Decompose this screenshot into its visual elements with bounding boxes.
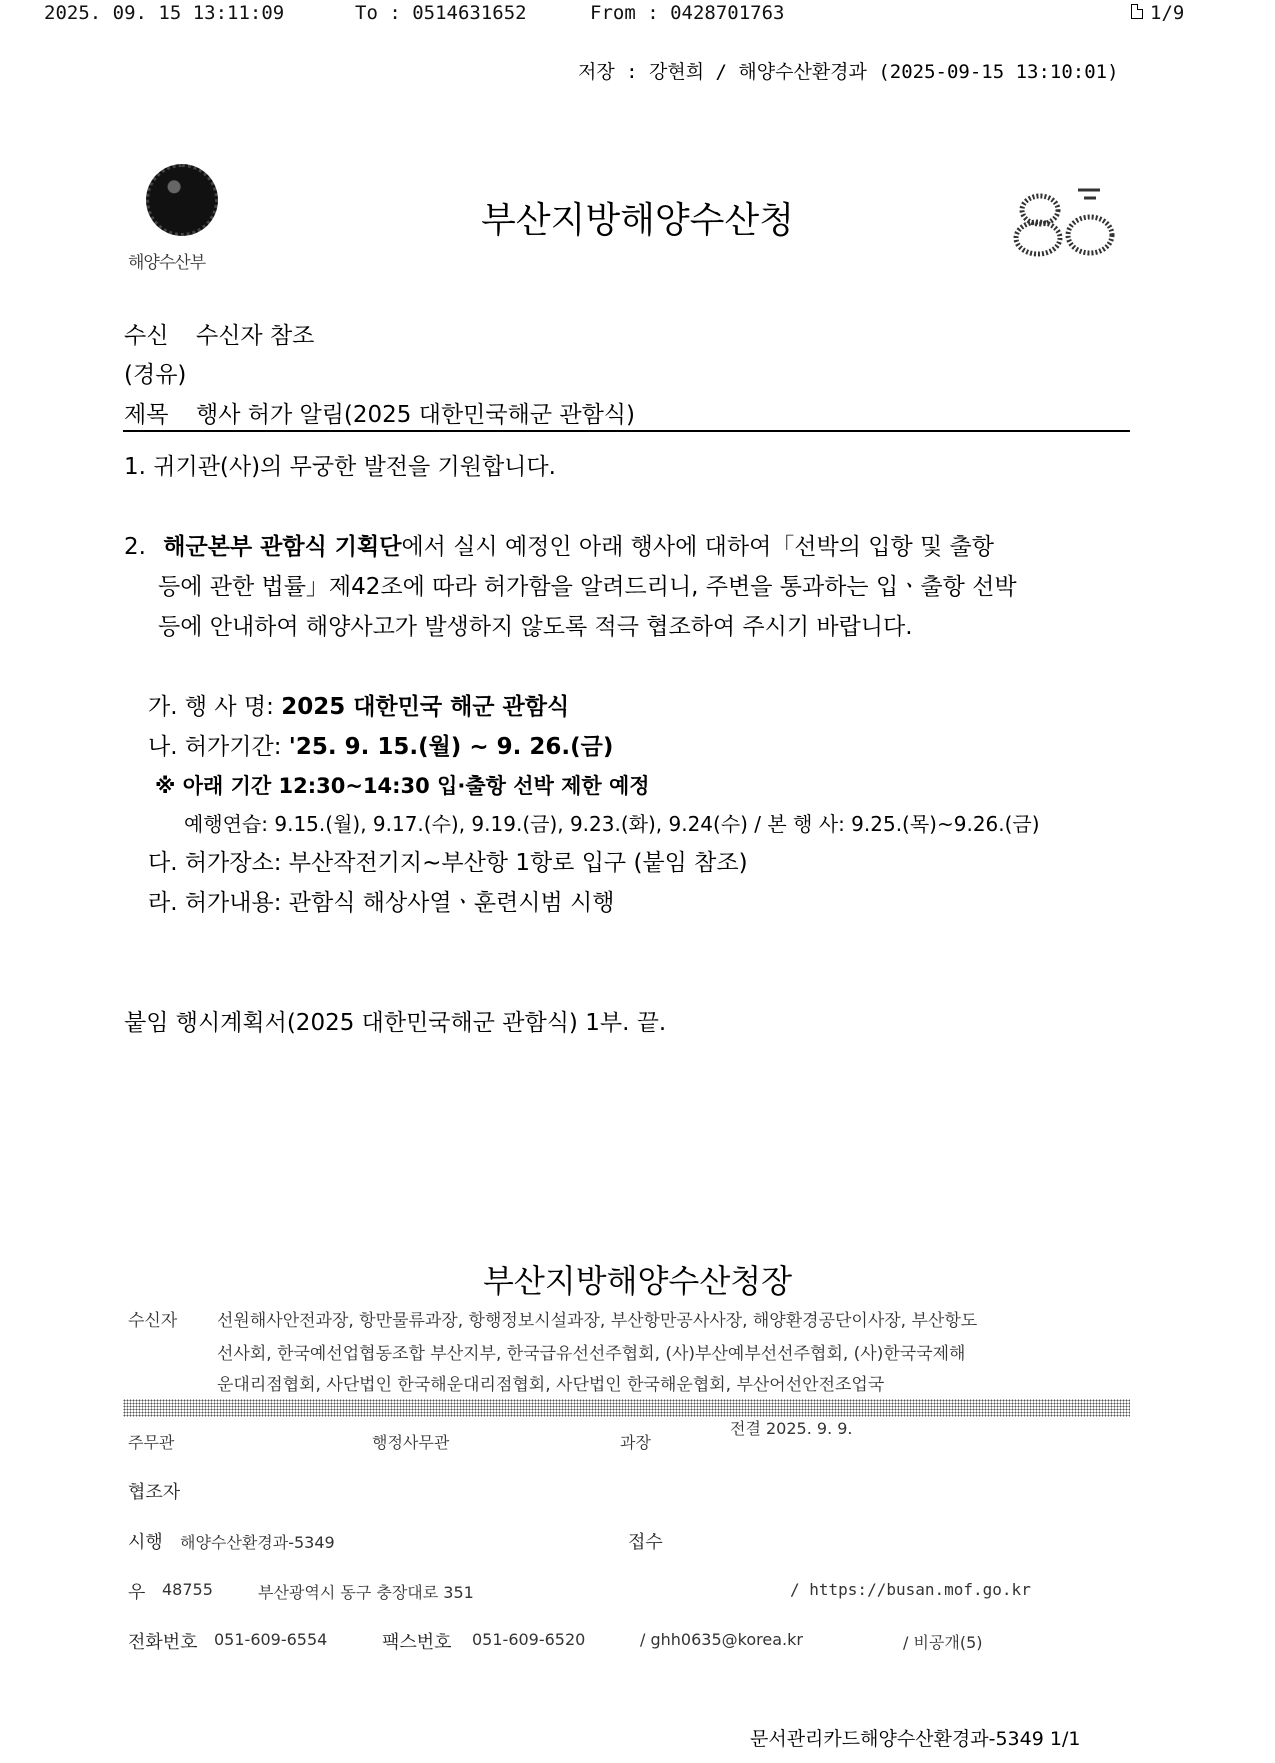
recipient-label: 수신 — [124, 323, 169, 349]
item-a-label: 가. 행 사 명: — [148, 694, 274, 720]
fax-number: 051-609-6520 — [472, 1630, 586, 1649]
via-line: (경유) — [124, 362, 187, 388]
admin-officer-label: 행정사무관 — [372, 1433, 450, 1452]
item-b-label: 나. 허가기간: — [148, 734, 282, 760]
phone-number: 051-609-6554 — [214, 1630, 328, 1649]
paragraph-2-line-3: 등에 안내하여 해양사고가 발생하지 않도록 적극 협조하여 주시기 바랍니다. — [158, 614, 913, 640]
recipients-label: 수신자 — [128, 1311, 178, 1331]
organization-title: 부산지방해양수산청 — [481, 200, 794, 241]
item-d: 라. 허가내용: 관함식 해상사열ㆍ훈련시범 시행 — [148, 890, 615, 916]
item-c: 다. 허가장소: 부산작전기지~부산항 1항로 입구 (붙임 참조) — [148, 850, 748, 876]
decision-date: 전결 2025. 9. 9. — [730, 1419, 853, 1438]
subject-value: 행사 허가 알림(2025 대한민국해군 관함식) — [196, 402, 635, 428]
fax-to: To : 0514631652 — [355, 2, 527, 24]
fax-page-count: 1/9 — [1150, 2, 1185, 24]
paragraph-1: 1. 귀기관(사)의 무궁한 발전을 기원합니다. — [124, 454, 556, 480]
restriction-note: ※ 아래 기간 12:30~14:30 입·출항 선박 제한 예정 — [155, 774, 650, 798]
postal-label: 우 — [128, 1582, 146, 1603]
fax-from: From : 0428701763 — [590, 2, 785, 24]
separator-band — [123, 1399, 1130, 1417]
emblem-label: 해양수산부 — [128, 253, 206, 273]
attachment-line: 붙임 행시계획서(2025 대한민국해군 관함식) 1부. 끝. — [124, 1010, 667, 1036]
disclosure-status: / 비공개(5) — [903, 1633, 983, 1652]
chief-label: 과장 — [620, 1433, 651, 1452]
cooperator-label: 협조자 — [128, 1482, 181, 1503]
paragraph-2-line-1 — [124, 528, 994, 561]
phone-label: 전화번호 — [128, 1632, 198, 1653]
subject-label: 제목 — [124, 402, 169, 428]
receipt-label: 접수 — [628, 1532, 663, 1553]
paragraph-2-line-2: 등에 관한 법률」제42조에 따라 허가함을 알려드리니, 주변을 통과하는 입ㆍ출항 선박 — [158, 574, 1017, 600]
recipients-line-3: 운대리점협회, 사단법인 한국해운대리점협회, 사단법인 한국해운협회, 부산어선안전조업국 — [217, 1375, 885, 1395]
saved-by-line: 저장 : 강현희 / 해양수산환경과 (2025-09-15 13:10:01) — [578, 61, 1119, 83]
subject-divider — [123, 430, 1130, 432]
item-a — [148, 688, 569, 721]
email-link[interactable]: / ghh0635@korea.kr — [640, 1630, 803, 1649]
document-card-footer: 문서관리카드해양수산환경과-5349 1/1 — [750, 1728, 1081, 1750]
officer-label: 주무관 — [128, 1433, 175, 1452]
enforce-number: 해양수산환경과-5349 — [180, 1533, 335, 1552]
address: 부산광역시 동구 충장대로 351 — [258, 1583, 474, 1602]
postal-code: 48755 — [162, 1580, 213, 1599]
recipient-value: 수신자 참조 — [196, 323, 315, 349]
item-b-value: '25. 9. 15.(월) ~ 9. 26.(금) — [288, 734, 614, 760]
paragraph-2-number: 2. — [124, 534, 146, 560]
paragraph-2-bold: 해군본부 관함식 기획단 — [163, 534, 402, 560]
fax-datetime: 2025. 09. 15 13:11:09 — [44, 2, 285, 24]
rehearsal-schedule: 예행연습: 9.15.(월), 9.17.(수), 9.19.(금), 9.23.(화), 9.24(수) / 본 행 사: 9.25.(목)~9.26.(금) — [184, 812, 1040, 836]
paragraph-2-line-1-rest: 에서 실시 예정인 아래 행사에 대하여「선박의 입항 및 출항 — [401, 534, 994, 560]
website-link[interactable]: / https://busan.mof.go.kr — [790, 1580, 1031, 1599]
enforce-label: 시행 — [128, 1532, 163, 1553]
issuer-title: 부산지방해양수산청장 — [482, 1262, 793, 1300]
page-icon — [1131, 4, 1143, 19]
fax-label: 팩스번호 — [382, 1632, 452, 1653]
item-a-value: 2025 대한민국 해군 관함식 — [281, 694, 570, 720]
recipients-line-1: 선원해사안전과장, 항만물류과장, 항행정보시설과장, 부산항만공사사장, 해양환경공단이사장, 부산항도 — [217, 1311, 978, 1331]
item-b — [148, 728, 613, 761]
recipients-line-2: 선사회, 한국예선업협동조합 부산지부, 한국급유선선주협회, (사)부산예부선선주협회, (사)한국국제해 — [217, 1344, 966, 1364]
